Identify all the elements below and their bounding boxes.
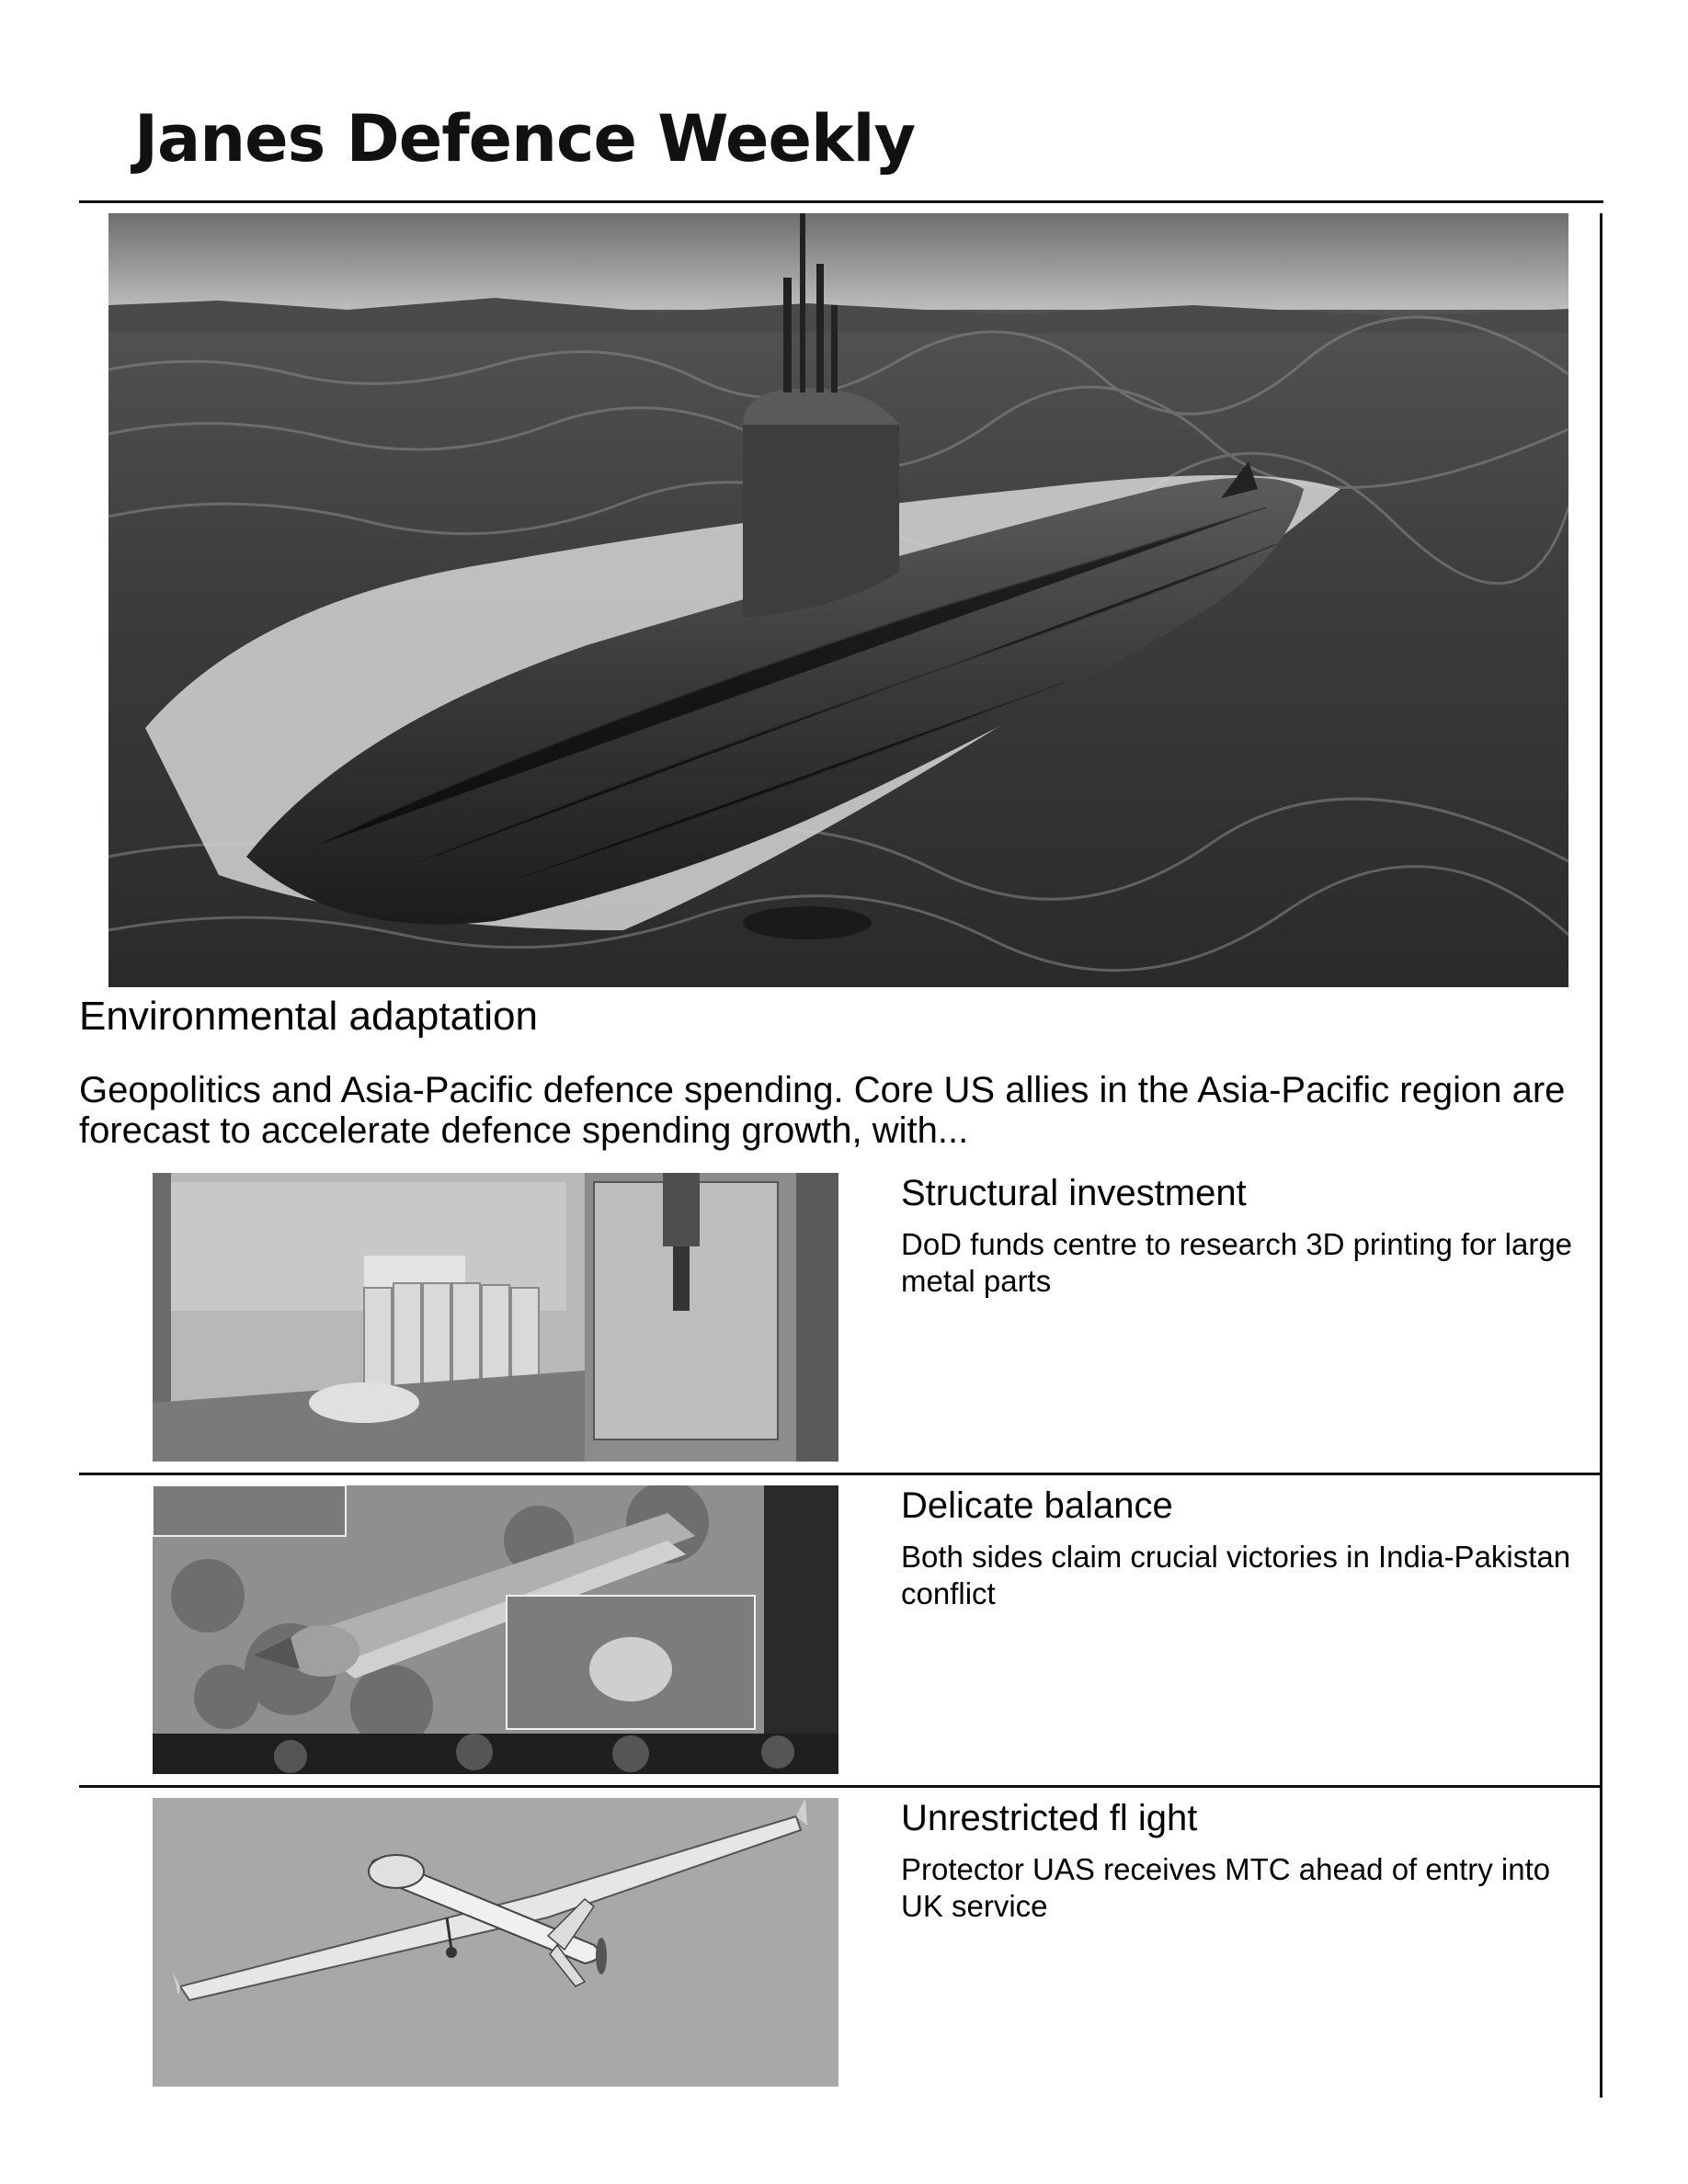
missile-wreckage-photo-icon [153, 1485, 838, 1774]
story-divider-2 [79, 1785, 1602, 1788]
masthead-title: Janes Defence Weekly [134, 101, 916, 176]
right-column-rule [1600, 213, 1602, 2098]
story-2-summary: Both sides claim crucial victories in India-Pakistan conflict [901, 1540, 1571, 1610]
story-2-title[interactable]: Delicate balance [901, 1485, 1173, 1526]
submarine-photo-icon [108, 213, 1568, 987]
story-divider-1 [79, 1473, 1602, 1475]
metal-3d-printing-photo-icon [153, 1173, 838, 1462]
drone-photo-icon [153, 1798, 838, 2087]
story-1-title[interactable]: Structural investment [901, 1173, 1247, 1213]
lead-headline[interactable]: Environmental adaptation [79, 994, 538, 1039]
lead-deck: Geopolitics and Asia-Pacific defence spending. Core US allies in the Asia-Pacific region are forecast to accelerate defence spending growth, with... [79, 1070, 1566, 1151]
story-3-summary: Protector UAS receives MTC ahead of entry into UK service [901, 1852, 1551, 1923]
story-2-photo[interactable] [153, 1485, 838, 1774]
masthead-rule [79, 200, 1603, 203]
lead-photo[interactable] [108, 213, 1568, 987]
story-3-photo[interactable] [153, 1798, 838, 2087]
story-1-photo[interactable] [153, 1173, 838, 1462]
story-3-title[interactable]: Unrestricted fl ight [901, 1798, 1198, 1838]
story-1-summary: DoD funds centre to research 3D printing for large metal parts [901, 1227, 1573, 1298]
